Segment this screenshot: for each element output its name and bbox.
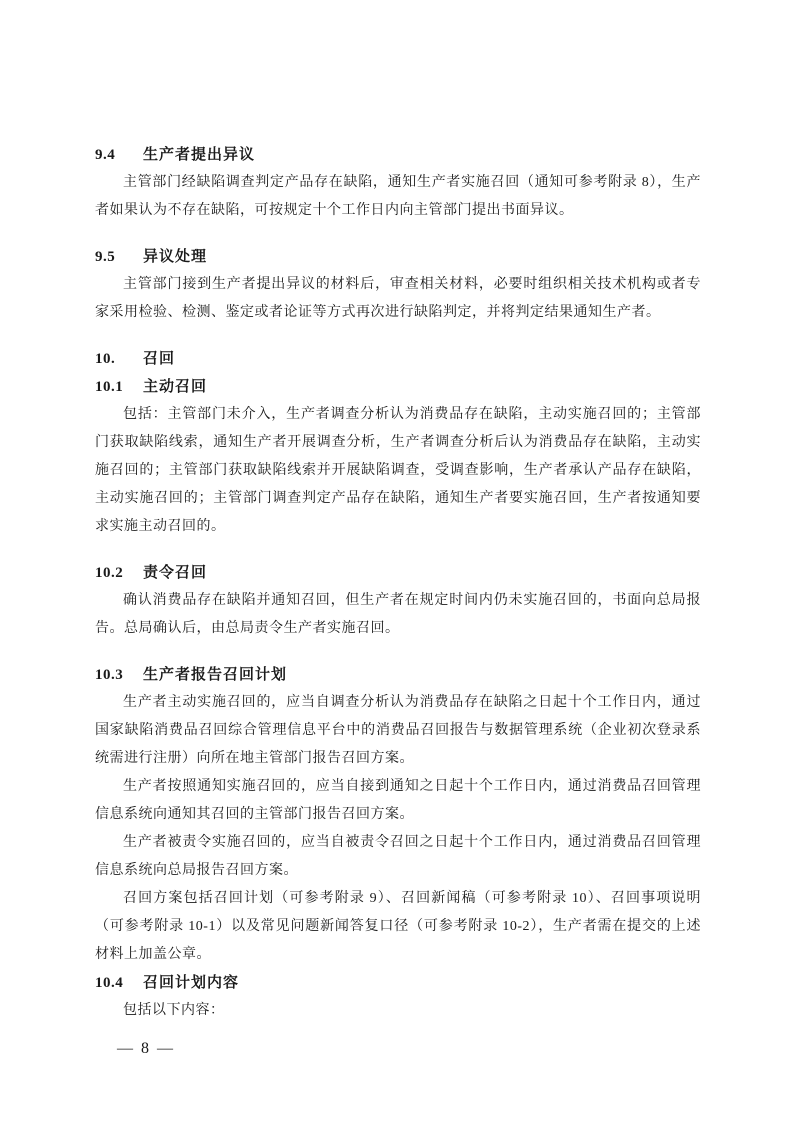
section-number: 10.: [95, 351, 116, 367]
section-10-4: [95, 969, 701, 1025]
section-heading: [95, 243, 701, 271]
section-title: 主动召回: [143, 378, 208, 395]
paragraph: 主管部门接到生产者提出异议的材料后，审查相关材料，必要时组织相关技术机构或者专家采用检验、检测、鉴定或者论证等方式再次进行缺陷判定，并将判定结果通知生产者。: [95, 277, 701, 320]
paragraph: 确认消费品存在缺陷并通知召回，但生产者在规定时间内仍未实施召回的，书面向总局报告。总局确认后，由总局责令生产者实施召回。: [95, 593, 701, 636]
paragraph: 主管部门经缺陷调查判定产品存在缺陷，通知生产者实施召回（通知可参考附录 8），生产者如果认为不存在缺陷，可按规定十个工作日内向主管部门提出书面异议。: [95, 175, 701, 218]
paragraph: 包括以下内容：: [123, 1003, 225, 1018]
section-heading: [95, 661, 701, 689]
section-number: 10.1: [95, 379, 124, 395]
section-title: 生产者提出异议: [143, 146, 256, 163]
section-number: 9.5: [95, 249, 116, 265]
page-number: — 8 —: [117, 1040, 175, 1057]
paragraph: 包括：主管部门未介入，生产者调查分析认为消费品存在缺陷，主动实施召回的；主管部门获取缺陷线索，通知生产者开展调查分析，生产者调查分析后认为消费品存在缺陷，主动实施召回的；主管部门获取缺陷线索并开展缺陷调查，受调查影响，生产者承认产品存在缺陷，主动实施召回的；主管部门调查判定产品存在缺陷，通知生产者要实施召回，生产者按通知要求实施主动召回的。: [95, 407, 701, 534]
section-heading: [95, 345, 701, 373]
section-10: [95, 345, 701, 373]
section-heading: [95, 141, 701, 169]
section-10-2: [95, 559, 701, 643]
section-heading: [95, 373, 701, 401]
section-title: 召回: [143, 350, 176, 367]
section-title: 责令召回: [143, 564, 208, 581]
section-9-5: [95, 243, 701, 327]
paragraph: 生产者主动实施召回的，应当自调查分析认为消费品存在缺陷之日起十个工作日内，通过国家缺陷消费品召回综合管理信息平台中的消费品召回报告与数据管理系统（企业初次登录系统需进行注册）向所在地主管部门报告召回方案。: [95, 695, 701, 766]
section-number: 10.3: [95, 667, 124, 683]
paragraph: 召回方案包括召回计划（可参考附录 9）、召回新闻稿（可参考附录 10）、召回事项说明（可参考附录 10-1）以及常见问题新闻答复口径（可参考附录 10-2），生产者需在提交的上述材料上加盖公章。: [95, 891, 701, 962]
section-title: 召回计划内容: [143, 974, 240, 991]
section-title: 生产者报告召回计划: [143, 666, 288, 683]
section-number: 9.4: [95, 147, 116, 163]
section-heading: [95, 969, 701, 997]
paragraph: 生产者被责令实施召回的，应当自被责令召回之日起十个工作日内，通过消费品召回管理信息系统向总局报告召回方案。: [95, 835, 701, 878]
section-10-3: [95, 661, 701, 969]
section-title: 异议处理: [143, 248, 208, 265]
section-9-4: [95, 141, 701, 225]
section-number: 10.2: [95, 565, 124, 581]
paragraph: 生产者按照通知实施召回的，应当自接到通知之日起十个工作日内，通过消费品召回管理信息系统向通知其召回的主管部门报告召回方案。: [95, 779, 701, 822]
section-heading: [95, 559, 701, 587]
section-10-1: [95, 373, 701, 541]
section-number: 10.4: [95, 975, 124, 991]
